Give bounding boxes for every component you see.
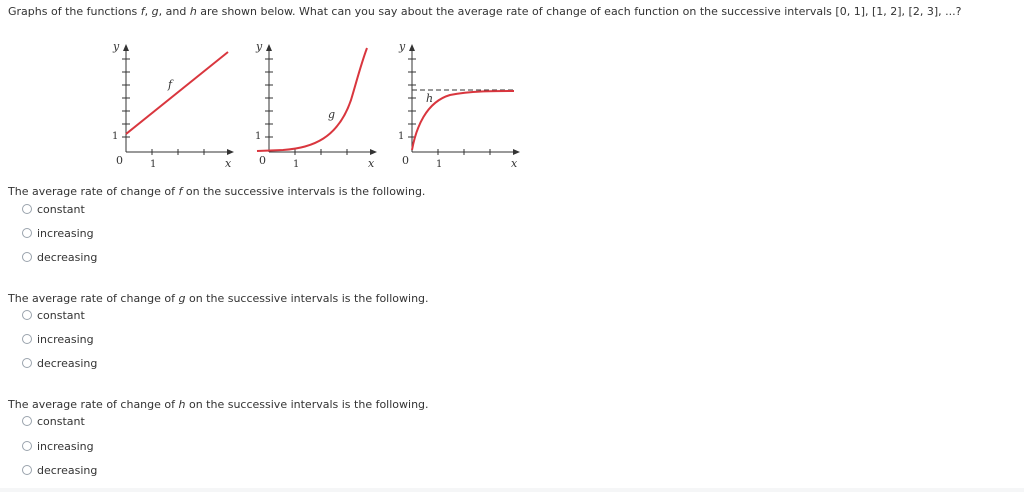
x-arrow-icon	[513, 149, 520, 155]
question-text: on the successive intervals is the following.	[182, 185, 426, 198]
graph-f	[100, 38, 240, 178]
tick-label-y: 1	[112, 131, 119, 142]
option-f-decreasing[interactable]	[22, 249, 97, 265]
bottom-divider	[0, 488, 1024, 492]
x-axis-label: x	[511, 157, 518, 170]
prompt-f: f	[140, 5, 145, 18]
origin-label: 0	[259, 154, 266, 167]
option-label: constant	[37, 308, 85, 322]
question-func: h	[178, 398, 186, 411]
y-arrow-icon	[409, 44, 415, 51]
radio-button[interactable]	[22, 252, 32, 262]
curve-g	[257, 48, 367, 151]
option-label: increasing	[37, 226, 94, 240]
origin-label: 0	[402, 154, 409, 167]
question-h	[8, 398, 429, 411]
question-func: g	[178, 292, 186, 305]
graph-h	[386, 38, 526, 178]
option-h-constant[interactable]	[22, 413, 85, 429]
option-f-constant[interactable]	[22, 201, 85, 217]
prompt-intervals: [0, 1], [1, 2], [2, 3], ...?	[835, 5, 962, 18]
radio-button[interactable]	[22, 228, 32, 238]
prompt-sep: , and	[158, 5, 190, 18]
radio-button[interactable]	[22, 358, 32, 368]
radio-button[interactable]	[22, 465, 32, 475]
option-label: decreasing	[37, 356, 98, 370]
prompt-g: g	[151, 5, 159, 18]
option-label: constant	[37, 414, 85, 428]
x-arrow-icon	[370, 149, 377, 155]
option-label: increasing	[37, 439, 94, 453]
option-label: decreasing	[37, 463, 98, 477]
tick-label-x: 1	[150, 159, 157, 170]
question-text: The average rate of change of	[8, 185, 179, 198]
graph-g	[243, 38, 383, 178]
radio-button[interactable]	[22, 416, 32, 426]
option-label: decreasing	[37, 250, 98, 264]
func-label-h: h	[426, 92, 434, 105]
question-g	[8, 292, 429, 305]
func-label-g: g	[328, 108, 336, 121]
question-text: on the successive intervals is the following.	[185, 292, 429, 305]
question-func: f	[178, 185, 183, 198]
option-label: constant	[37, 202, 85, 216]
prompt-text: are shown below. What can you say about the average rate of change of each function on the successive intervals	[196, 5, 836, 18]
x-axis-label: x	[225, 157, 232, 170]
prompt-sep: ,	[144, 5, 152, 18]
radio-button[interactable]	[22, 334, 32, 344]
problem-prompt	[8, 5, 961, 18]
tick-label-x: 1	[293, 159, 300, 170]
option-g-increasing[interactable]	[22, 331, 94, 347]
tick-label-y: 1	[255, 131, 262, 142]
question-text: on the successive intervals is the following.	[185, 398, 429, 411]
func-label-f: f	[168, 78, 173, 91]
y-arrow-icon	[266, 44, 272, 51]
question-text: The average rate of change of	[8, 292, 179, 305]
question-text: The average rate of change of	[8, 398, 179, 411]
radio-button[interactable]	[22, 441, 32, 451]
tick-label-y: 1	[398, 131, 405, 142]
origin-label: 0	[116, 154, 123, 167]
option-label: increasing	[37, 332, 94, 346]
option-h-increasing[interactable]	[22, 438, 94, 454]
prompt-h: h	[189, 5, 197, 18]
option-g-decreasing[interactable]	[22, 355, 97, 371]
y-axis-label: y	[399, 40, 406, 53]
option-g-constant[interactable]	[22, 307, 85, 323]
radio-button[interactable]	[22, 310, 32, 320]
radio-button[interactable]	[22, 204, 32, 214]
tick-label-x: 1	[436, 159, 443, 170]
prompt-text: Graphs of the functions	[8, 5, 141, 18]
y-arrow-icon	[123, 44, 129, 51]
curve-f	[126, 52, 228, 134]
y-axis-label: y	[256, 40, 263, 53]
option-h-decreasing[interactable]	[22, 462, 97, 478]
x-axis-label: x	[368, 157, 375, 170]
option-f-increasing[interactable]	[22, 225, 94, 241]
question-f	[8, 185, 425, 198]
x-arrow-icon	[227, 149, 234, 155]
y-axis-label: y	[113, 40, 120, 53]
